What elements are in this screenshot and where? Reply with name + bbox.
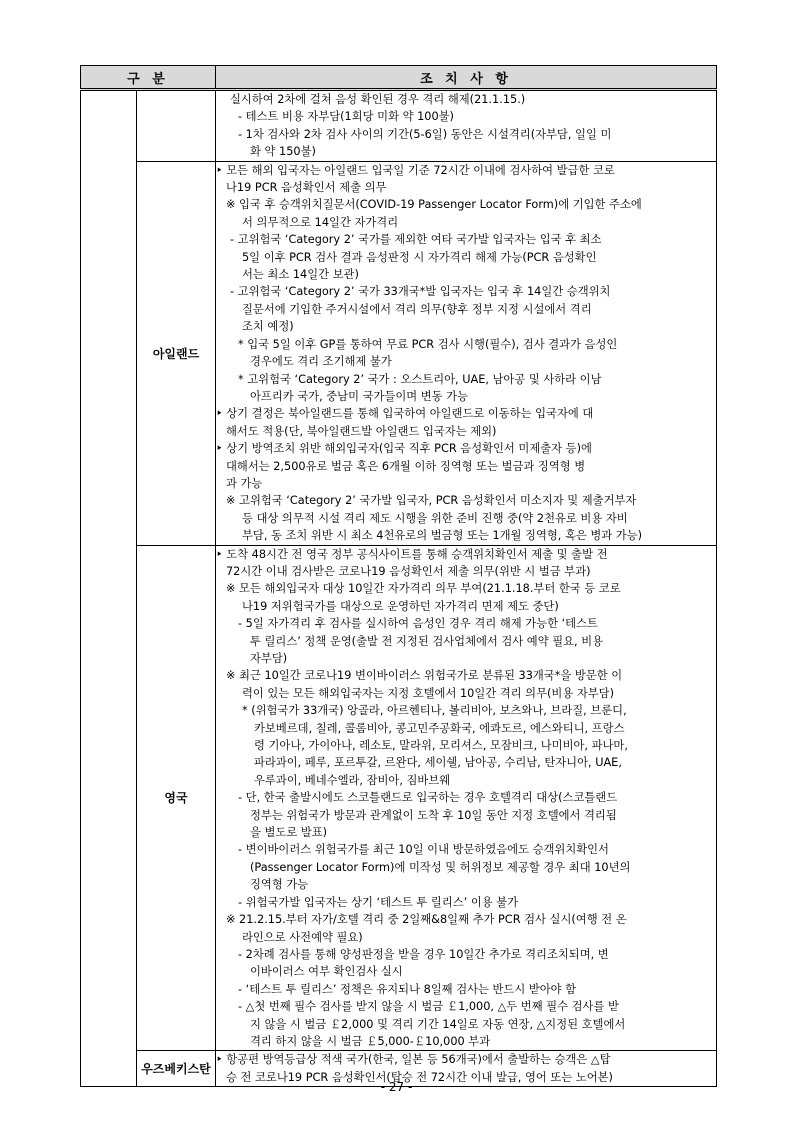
table-row bbox=[81, 545, 717, 1051]
measure-line: * 입국 5일 이후 GP를 통하여 무료 PCR 검사 시행(필수), 검사 결과가 음성인 bbox=[238, 337, 618, 351]
measure-line: 서 의무적으로 14일간 자가격리 bbox=[242, 215, 399, 229]
measure-line: (Passenger Locator Form)에 미작성 및 허위정보 제공할 경우 최대 10년의 bbox=[250, 860, 631, 874]
measure-line: 부담, 동 조치 위반 시 최소 4천유로의 벌금형 또는 1개월 징역형, 혹은 병과 가능) bbox=[242, 529, 643, 543]
measure-line: ※ 21.2.15.부터 자가/호텔 격리 중 2일째&8일째 추가 PCR 검사 실시(여행 전 온 bbox=[226, 913, 627, 927]
country-cell: 우즈베키스탄 bbox=[137, 1051, 216, 1087]
measure-line: - 변이바이러스 위험국가를 최근 10일 이내 방문하였음에도 승객위치확인서 bbox=[238, 843, 609, 857]
measure-line: - 고위험국 ‘Category 2’ 국가를 제외한 여타 국가발 입국자는 입국 후 최소 bbox=[230, 233, 602, 247]
measure-line: 령 기아나, 가이아나, 레소토, 말라위, 모리셔스, 모잠비크, 나미비아, 파나마, bbox=[254, 739, 628, 753]
table-row bbox=[81, 161, 717, 545]
measure-line: 카보베르데, 칠레, 콜롬비아, 콩고민주공화국, 에콰도르, 에스와티니, 프랑스 bbox=[254, 721, 625, 735]
measure-line: ‣ 모든 해외 입국자는 아일랜드 입국일 기준 72시간 이내에 검사하여 발급한 코로 bbox=[216, 163, 615, 177]
measure-line: 격리 하지 않을 시 벌금 ￡5,000-￡10,000 부과 bbox=[250, 1034, 491, 1048]
measure-line: 5일 이후 PCR 검사 결과 음성판정 시 자가격리 해제 가능(PCR 음성확인 bbox=[242, 250, 597, 264]
measure-line: 나19 저위험국가를 대상으로 운영하던 자가격리 면제 제도 중단) bbox=[242, 599, 559, 613]
country-cell: 아일랜드 bbox=[137, 161, 216, 545]
measure-line: ‣ 도착 48시간 전 영국 정부 공식사이트를 통해 승객위치확인서 제출 및 출발 전 bbox=[216, 547, 608, 561]
measure-line: 72시간 이내 검사받은 코로나19 음성확인서 제출 의무(위반 시 벌금 부과) bbox=[226, 564, 591, 578]
measure-line: 서는 최소 14일간 보관) bbox=[242, 268, 359, 282]
measure-line: 정부는 위험국가 방문과 관계없이 도착 후 10일 동안 지정 호텔에서 격리됨 bbox=[250, 808, 617, 822]
country-cell bbox=[137, 90, 216, 162]
measure-line: ‣ 상기 방역조치 위반 해외입국자(입국 직후 PCR 음성확인서 미제출자 등)에 bbox=[216, 442, 592, 456]
country-cell: 영국 bbox=[137, 545, 216, 1051]
measure-line: - ‘테스트 투 릴리스’ 정책은 유지되나 8일째 검사는 반드시 받아야 함 bbox=[238, 982, 577, 996]
measures-cell bbox=[216, 161, 717, 545]
measure-line: 실시하여 2차에 걸쳐 음성 확인된 경우 격리 해제(21.1.15.) bbox=[230, 93, 526, 106]
measure-line: 우루과이, 베네수엘라, 잠비아, 짐바브웨 bbox=[254, 773, 451, 787]
measure-line: - 위험국가발 입국자는 상기 ‘테스트 투 릴리스’ 이용 불가 bbox=[238, 895, 519, 909]
measure-line: - 5일 자가격리 후 검사를 실시하여 음성인 경우 격리 해제 가능한 ‘테스트 bbox=[238, 617, 598, 631]
measure-line: - 고위험국 ‘Category 2’ 국가 33개국*발 입국자는 입국 후 14일간 승객위치 bbox=[230, 285, 611, 299]
measure-line: * (위험국가 33개국) 앙골라, 아르헨티나, 볼리비아, 보츠와나, 브라질, 브룬디, bbox=[242, 704, 627, 718]
measure-line: 지 않을 시 벌금 ￡2,000 및 격리 기간 14일로 자동 연장, △지정된 호텔에서 bbox=[250, 1017, 626, 1031]
measure-line: - △첫 번째 필수 검사를 받지 않을 시 벌금 ￡1,000, △두 번째 필수 검사를 받 bbox=[238, 1000, 619, 1014]
header-measures: 조 치 사 항 bbox=[216, 66, 717, 90]
region-cell bbox=[81, 90, 137, 1087]
measure-line: 라인으로 사전예약 필요) bbox=[242, 930, 363, 944]
measure-line: - 테스트 비용 자부담(1회당 미화 약 100불) bbox=[238, 110, 454, 124]
measure-line: ‣ 항공편 방역등급상 적색 국가(한국, 일본 등 56개국)에서 출발하는 승객은 △탑 bbox=[216, 1053, 611, 1067]
measures-table bbox=[80, 65, 717, 1087]
measure-line: 징역형 가능 bbox=[250, 878, 309, 892]
measure-line: 대해서는 2,500유로 벌금 혹은 6개월 이하 징역형 또는 벌금과 징역형 병 bbox=[226, 459, 586, 473]
measure-line: 이바이러스 여부 확인검사 실시 bbox=[250, 965, 403, 979]
measure-line: 투 릴리스’ 정책 운영(출발 전 지정된 검사업체에서 검사 예약 필요, 비용 bbox=[250, 634, 604, 648]
measure-line: 해서도 적용(단, 북아일랜드발 아일랜드 입국자는 제외) bbox=[226, 424, 497, 438]
measure-line: ※ 고위험국 ‘Category 2’ 국가발 입국자, PCR 음성확인서 미소지자 및 제출거부자 bbox=[226, 494, 637, 508]
measure-line: 질문서에 기입한 주거시설에서 격리 의무(향후 정부 지정 시설에서 격리 bbox=[242, 302, 592, 316]
measure-line: ※ 모든 해외입국자 대상 10일간 자가격리 의무 부여(21.1.18.부터 한국 등 코로 bbox=[226, 582, 621, 596]
measure-line: 을 별도로 발표) bbox=[250, 826, 328, 840]
measure-line: 력이 있는 모든 해외입국자는 지정 호텔에서 10일간 격리 의무(비용 자부담) bbox=[242, 686, 614, 700]
measure-line: 경우에도 격리 조기해제 불가 bbox=[250, 355, 392, 369]
measure-line: - 1차 검사와 2차 검사 사이의 기간(5-6일) 동안은 시설격리(자부담, 일일 미 bbox=[238, 127, 612, 141]
measure-line: ※ 입국 후 승객위치질문서(COVID-19 Passenger Locator Form)에 기입한 주소에 bbox=[226, 198, 642, 212]
table-header-row bbox=[81, 66, 717, 90]
measure-line: 나19 PCR 음성확인서 제출 의무 bbox=[226, 181, 387, 195]
measure-line: 등 대상 의무적 시설 격리 제도 시행을 위한 준비 진행 중(약 2천유로 비용 자비 bbox=[242, 511, 628, 525]
header-category: 구 분 bbox=[81, 66, 216, 90]
measure-line: * 고위험국 ‘Category 2’ 국가 : 오스트리아, UAE, 남아공 및 사하라 이남 bbox=[238, 372, 602, 386]
measures-cell bbox=[216, 90, 717, 162]
measure-line: 조치 예정) bbox=[242, 320, 294, 334]
measure-line: - 단, 한국 출발시에도 스코틀랜드로 입국하는 경우 호텔격리 대상(스코틀랜드 bbox=[238, 791, 618, 805]
measure-line: 승 전 코로나19 PCR 음성확인서(탑승 전 72시간 이내 발급, 영어 또는 노어본) bbox=[226, 1070, 613, 1084]
measure-line: 과 가능 bbox=[226, 476, 263, 490]
table-body bbox=[81, 66, 717, 1087]
measure-line: 아프리카 국가, 중남미 국가들이며 변동 가능 bbox=[250, 389, 468, 403]
measure-line: 파라과이, 페루, 포르투갈, 르완다, 세이쉘, 남아공, 수리남, 탄자니아, UAE, bbox=[254, 756, 622, 770]
page-number: - 27 - bbox=[380, 1080, 413, 1094]
measures-cell bbox=[216, 545, 717, 1051]
measure-line: ※ 최근 10일간 코로나19 변이바이러스 위험국가로 분류된 33개국*을 방문한 이 bbox=[226, 669, 623, 683]
table-row bbox=[81, 90, 717, 162]
measure-line: 화 약 150불) bbox=[250, 145, 316, 159]
measure-line: - 2차례 검사를 통해 양성판정을 받을 경우 10일간 추가로 격리조치되며, 변 bbox=[238, 947, 609, 961]
measure-line: ‣ 상기 결정은 북아일랜드를 통해 입국하여 아일랜드로 이동하는 입국자에 대 bbox=[216, 407, 594, 421]
measure-line: 자부담) bbox=[250, 652, 288, 665]
